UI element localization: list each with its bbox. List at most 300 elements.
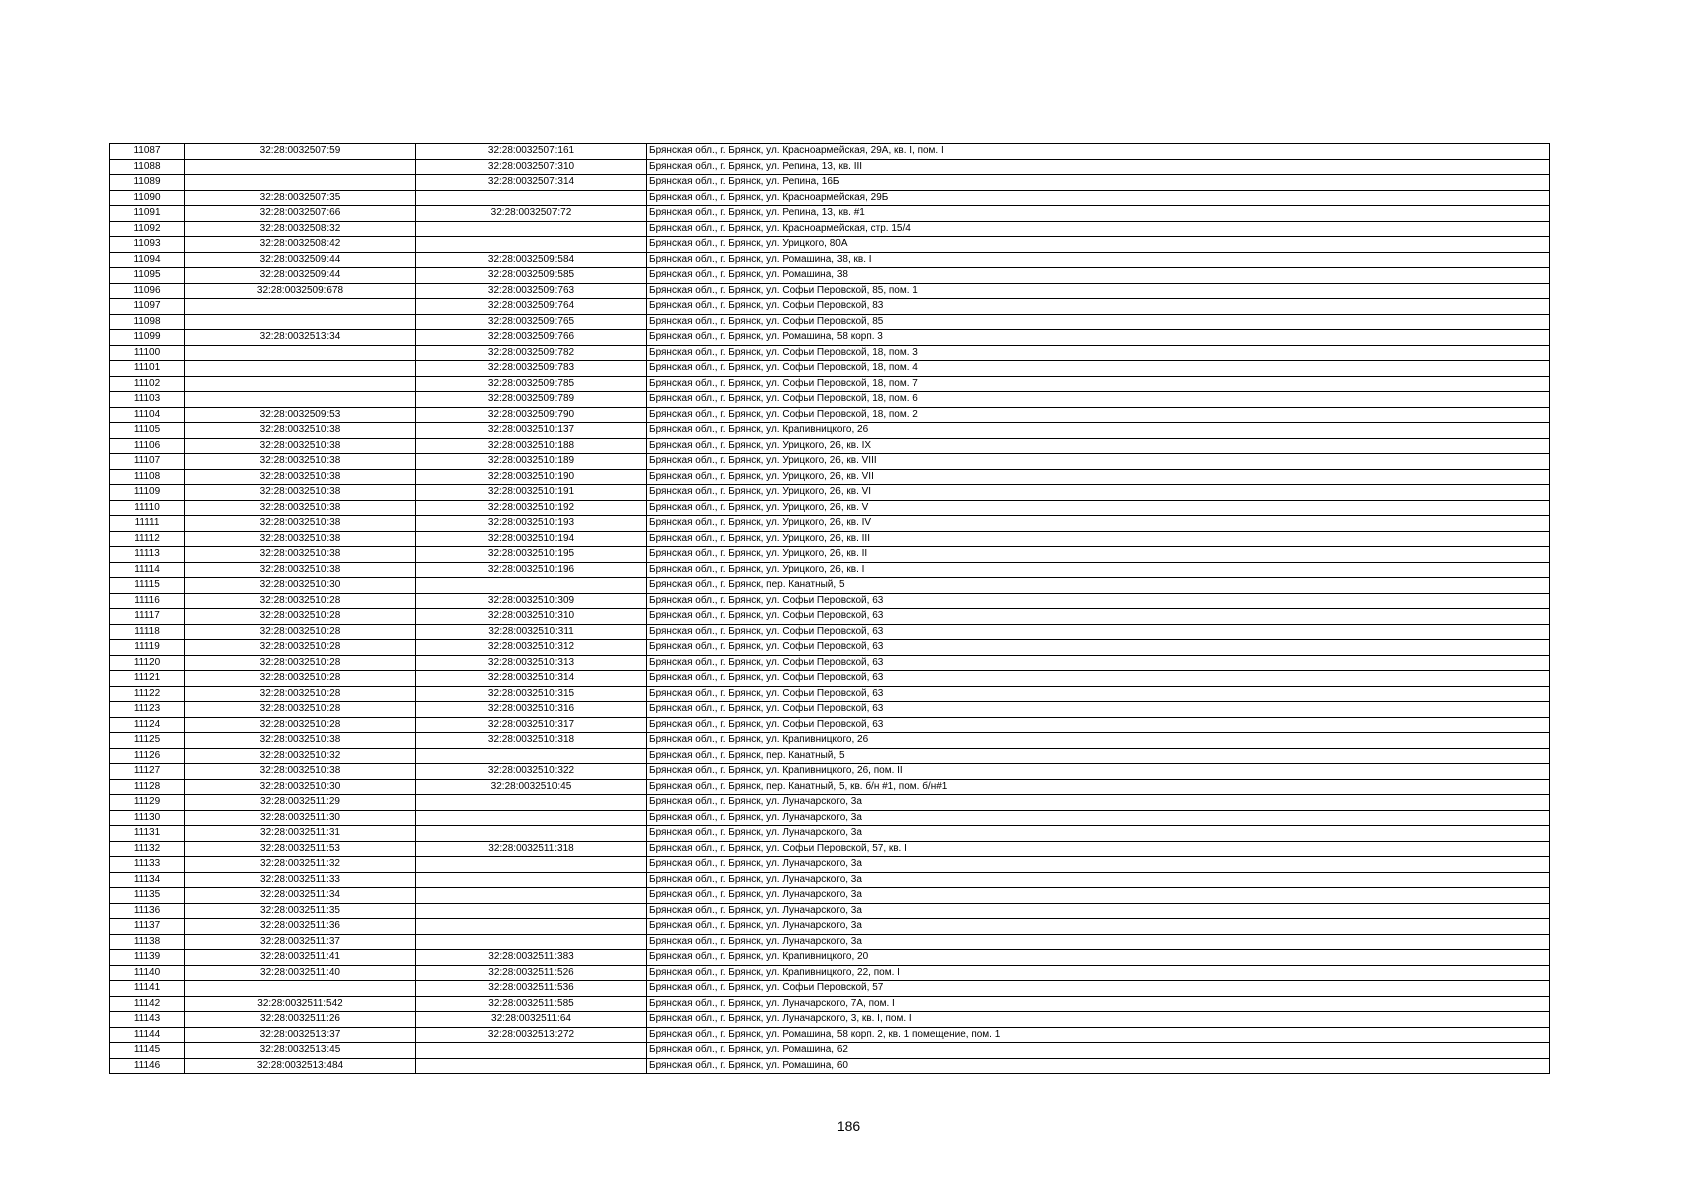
address-cell: Брянская обл., г. Брянск, ул. Софьи Перовской, 83 bbox=[647, 299, 1550, 315]
object-cadastral-number-cell: 32:28:0032509:765 bbox=[416, 314, 647, 330]
land-cadastral-number-cell: 32:28:0032510:38 bbox=[185, 547, 416, 563]
table-row bbox=[110, 252, 1550, 268]
land-cadastral-number-cell: 32:28:0032513:45 bbox=[185, 1043, 416, 1059]
address-cell: Брянская обл., г. Брянск, ул. Софьи Перовской, 18, пом. 6 bbox=[647, 392, 1550, 408]
object-cadastral-number-cell bbox=[416, 221, 647, 237]
address-cell: Брянская обл., г. Брянск, ул. Луначарского, 3а bbox=[647, 826, 1550, 842]
land-cadastral-number-cell: 32:28:0032511:53 bbox=[185, 841, 416, 857]
table-row bbox=[110, 1043, 1550, 1059]
table-row bbox=[110, 609, 1550, 625]
address-cell: Брянская обл., г. Брянск, ул. Ромашина, 62 bbox=[647, 1043, 1550, 1059]
object-cadastral-number-cell bbox=[416, 795, 647, 811]
table-row bbox=[110, 702, 1550, 718]
object-cadastral-number-cell: 32:28:0032510:194 bbox=[416, 531, 647, 547]
row-number-cell: 11120 bbox=[110, 655, 185, 671]
address-cell: Брянская обл., г. Брянск, пер. Канатный, 5 bbox=[647, 578, 1550, 594]
address-cell: Брянская обл., г. Брянск, ул. Софьи Перовской, 63 bbox=[647, 655, 1550, 671]
address-cell: Брянская обл., г. Брянск, ул. Ромашина, 60 bbox=[647, 1058, 1550, 1074]
object-cadastral-number-cell: 32:28:0032511:64 bbox=[416, 1012, 647, 1028]
address-cell: Брянская обл., г. Брянск, ул. Репина, 13, кв. III bbox=[647, 159, 1550, 175]
land-cadastral-number-cell bbox=[185, 345, 416, 361]
land-cadastral-number-cell: 32:28:0032513:37 bbox=[185, 1027, 416, 1043]
table-row bbox=[110, 748, 1550, 764]
object-cadastral-number-cell: 32:28:0032513:272 bbox=[416, 1027, 647, 1043]
table-row bbox=[110, 376, 1550, 392]
table-row bbox=[110, 206, 1550, 222]
row-number-cell: 11142 bbox=[110, 996, 185, 1012]
address-cell: Брянская обл., г. Брянск, ул. Крапивницкого, 20 bbox=[647, 950, 1550, 966]
row-number-cell: 11107 bbox=[110, 454, 185, 470]
row-number-cell: 11135 bbox=[110, 888, 185, 904]
table-row bbox=[110, 779, 1550, 795]
object-cadastral-number-cell: 32:28:0032510:318 bbox=[416, 733, 647, 749]
table-row bbox=[110, 671, 1550, 687]
land-cadastral-number-cell: 32:28:0032509:44 bbox=[185, 268, 416, 284]
land-cadastral-number-cell: 32:28:0032510:28 bbox=[185, 640, 416, 656]
table-row bbox=[110, 500, 1550, 516]
object-cadastral-number-cell: 32:28:0032510:191 bbox=[416, 485, 647, 501]
object-cadastral-number-cell bbox=[416, 857, 647, 873]
table-row bbox=[110, 996, 1550, 1012]
object-cadastral-number-cell: 32:28:0032510:311 bbox=[416, 624, 647, 640]
row-number-cell: 11126 bbox=[110, 748, 185, 764]
row-number-cell: 11127 bbox=[110, 764, 185, 780]
object-cadastral-number-cell: 32:28:0032510:192 bbox=[416, 500, 647, 516]
land-cadastral-number-cell: 32:28:0032507:35 bbox=[185, 190, 416, 206]
address-cell: Брянская обл., г. Брянск, ул. Софьи Перовской, 85, пом. 1 bbox=[647, 283, 1550, 299]
land-cadastral-number-cell: 32:28:0032511:30 bbox=[185, 810, 416, 826]
row-number-cell: 11100 bbox=[110, 345, 185, 361]
table-row bbox=[110, 686, 1550, 702]
land-cadastral-number-cell: 32:28:0032510:28 bbox=[185, 624, 416, 640]
object-cadastral-number-cell bbox=[416, 934, 647, 950]
address-cell: Брянская обл., г. Брянск, ул. Урицкого, 26, кв. IV bbox=[647, 516, 1550, 532]
land-cadastral-number-cell: 32:28:0032511:542 bbox=[185, 996, 416, 1012]
table-row bbox=[110, 655, 1550, 671]
object-cadastral-number-cell: 32:28:0032510:45 bbox=[416, 779, 647, 795]
object-cadastral-number-cell: 32:28:0032510:309 bbox=[416, 593, 647, 609]
row-number-cell: 11092 bbox=[110, 221, 185, 237]
row-number-cell: 11125 bbox=[110, 733, 185, 749]
address-cell: Брянская обл., г. Брянск, ул. Софьи Перовской, 18, пом. 2 bbox=[647, 407, 1550, 423]
row-number-cell: 11112 bbox=[110, 531, 185, 547]
row-number-cell: 11124 bbox=[110, 717, 185, 733]
row-number-cell: 11128 bbox=[110, 779, 185, 795]
object-cadastral-number-cell: 32:28:0032510:190 bbox=[416, 469, 647, 485]
object-cadastral-number-cell: 32:28:0032510:195 bbox=[416, 547, 647, 563]
table-row bbox=[110, 531, 1550, 547]
row-number-cell: 11089 bbox=[110, 175, 185, 191]
row-number-cell: 11094 bbox=[110, 252, 185, 268]
row-number-cell: 11099 bbox=[110, 330, 185, 346]
row-number-cell: 11088 bbox=[110, 159, 185, 175]
address-cell: Брянская обл., г. Брянск, ул. Луначарского, 3а bbox=[647, 888, 1550, 904]
object-cadastral-number-cell: 32:28:0032510:196 bbox=[416, 562, 647, 578]
object-cadastral-number-cell: 32:28:0032509:585 bbox=[416, 268, 647, 284]
registry-table bbox=[109, 143, 1550, 1074]
land-cadastral-number-cell: 32:28:0032510:28 bbox=[185, 702, 416, 718]
land-cadastral-number-cell: 32:28:0032510:28 bbox=[185, 655, 416, 671]
object-cadastral-number-cell bbox=[416, 1043, 647, 1059]
address-cell: Брянская обл., г. Брянск, ул. Луначарского, 3а bbox=[647, 872, 1550, 888]
table-row bbox=[110, 423, 1550, 439]
row-number-cell: 11134 bbox=[110, 872, 185, 888]
land-cadastral-number-cell: 32:28:0032510:28 bbox=[185, 609, 416, 625]
object-cadastral-number-cell bbox=[416, 919, 647, 935]
object-cadastral-number-cell: 32:28:0032510:137 bbox=[416, 423, 647, 439]
address-cell: Брянская обл., г. Брянск, ул. Урицкого, 26, кв. VIII bbox=[647, 454, 1550, 470]
table-row bbox=[110, 314, 1550, 330]
object-cadastral-number-cell: 32:28:0032511:383 bbox=[416, 950, 647, 966]
table-row bbox=[110, 872, 1550, 888]
object-cadastral-number-cell bbox=[416, 872, 647, 888]
land-cadastral-number-cell: 32:28:0032508:32 bbox=[185, 221, 416, 237]
object-cadastral-number-cell: 32:28:0032509:783 bbox=[416, 361, 647, 377]
object-cadastral-number-cell: 32:28:0032509:763 bbox=[416, 283, 647, 299]
table-row bbox=[110, 345, 1550, 361]
object-cadastral-number-cell: 32:28:0032509:584 bbox=[416, 252, 647, 268]
address-cell: Брянская обл., г. Брянск, ул. Крапивницкого, 26 bbox=[647, 733, 1550, 749]
address-cell: Брянская обл., г. Брянск, ул. Луначарского, 3, кв. I, пом. I bbox=[647, 1012, 1550, 1028]
row-number-cell: 11123 bbox=[110, 702, 185, 718]
table-row bbox=[110, 841, 1550, 857]
land-cadastral-number-cell: 32:28:0032511:40 bbox=[185, 965, 416, 981]
row-number-cell: 11141 bbox=[110, 981, 185, 997]
row-number-cell: 11091 bbox=[110, 206, 185, 222]
address-cell: Брянская обл., г. Брянск, ул. Софьи Перовской, 63 bbox=[647, 640, 1550, 656]
object-cadastral-number-cell bbox=[416, 190, 647, 206]
row-number-cell: 11101 bbox=[110, 361, 185, 377]
land-cadastral-number-cell: 32:28:0032510:32 bbox=[185, 748, 416, 764]
row-number-cell: 11106 bbox=[110, 438, 185, 454]
table-row bbox=[110, 1058, 1550, 1074]
land-cadastral-number-cell bbox=[185, 175, 416, 191]
land-cadastral-number-cell: 32:28:0032510:38 bbox=[185, 500, 416, 516]
address-cell: Брянская обл., г. Брянск, ул. Урицкого, 26, кв. V bbox=[647, 500, 1550, 516]
table-row bbox=[110, 547, 1550, 563]
land-cadastral-number-cell: 32:28:0032510:38 bbox=[185, 562, 416, 578]
row-number-cell: 11114 bbox=[110, 562, 185, 578]
address-cell: Брянская обл., г. Брянск, ул. Ромашина, 58 корп. 2, кв. 1 помещение, пом. 1 bbox=[647, 1027, 1550, 1043]
object-cadastral-number-cell: 32:28:0032510:314 bbox=[416, 671, 647, 687]
land-cadastral-number-cell: 32:28:0032511:32 bbox=[185, 857, 416, 873]
row-number-cell: 11093 bbox=[110, 237, 185, 253]
address-cell: Брянская обл., г. Брянск, ул. Репина, 16Б bbox=[647, 175, 1550, 191]
table-row bbox=[110, 562, 1550, 578]
row-number-cell: 11144 bbox=[110, 1027, 185, 1043]
row-number-cell: 11095 bbox=[110, 268, 185, 284]
object-cadastral-number-cell: 32:28:0032509:785 bbox=[416, 376, 647, 392]
row-number-cell: 11105 bbox=[110, 423, 185, 439]
land-cadastral-number-cell: 32:28:0032510:30 bbox=[185, 578, 416, 594]
table-row bbox=[110, 392, 1550, 408]
object-cadastral-number-cell: 32:28:0032510:188 bbox=[416, 438, 647, 454]
address-cell: Брянская обл., г. Брянск, ул. Софьи Перовской, 63 bbox=[647, 609, 1550, 625]
object-cadastral-number-cell: 32:28:0032511:536 bbox=[416, 981, 647, 997]
table-row bbox=[110, 578, 1550, 594]
object-cadastral-number-cell: 32:28:0032510:189 bbox=[416, 454, 647, 470]
object-cadastral-number-cell bbox=[416, 826, 647, 842]
address-cell: Брянская обл., г. Брянск, ул. Крапивницкого, 26 bbox=[647, 423, 1550, 439]
land-cadastral-number-cell: 32:28:0032510:28 bbox=[185, 686, 416, 702]
object-cadastral-number-cell: 32:28:0032510:322 bbox=[416, 764, 647, 780]
row-number-cell: 11122 bbox=[110, 686, 185, 702]
land-cadastral-number-cell: 32:28:0032513:484 bbox=[185, 1058, 416, 1074]
object-cadastral-number-cell: 32:28:0032511:318 bbox=[416, 841, 647, 857]
row-number-cell: 11119 bbox=[110, 640, 185, 656]
row-number-cell: 11133 bbox=[110, 857, 185, 873]
table-row bbox=[110, 454, 1550, 470]
row-number-cell: 11102 bbox=[110, 376, 185, 392]
address-cell: Брянская обл., г. Брянск, ул. Софьи Перовской, 18, пом. 4 bbox=[647, 361, 1550, 377]
table-row bbox=[110, 516, 1550, 532]
table-row bbox=[110, 144, 1550, 160]
row-number-cell: 11090 bbox=[110, 190, 185, 206]
land-cadastral-number-cell: 32:28:0032511:31 bbox=[185, 826, 416, 842]
address-cell: Брянская обл., г. Брянск, ул. Урицкого, 26, кв. III bbox=[647, 531, 1550, 547]
address-cell: Брянская обл., г. Брянск, ул. Ромашина, 38, кв. I bbox=[647, 252, 1550, 268]
table-row bbox=[110, 593, 1550, 609]
row-number-cell: 11103 bbox=[110, 392, 185, 408]
registry-table-body bbox=[110, 144, 1550, 1074]
object-cadastral-number-cell: 32:28:0032511:526 bbox=[416, 965, 647, 981]
table-row bbox=[110, 361, 1550, 377]
row-number-cell: 11098 bbox=[110, 314, 185, 330]
object-cadastral-number-cell: 32:28:0032510:316 bbox=[416, 702, 647, 718]
table-row bbox=[110, 919, 1550, 935]
table-row bbox=[110, 221, 1550, 237]
land-cadastral-number-cell bbox=[185, 392, 416, 408]
row-number-cell: 11139 bbox=[110, 950, 185, 966]
address-cell: Брянская обл., г. Брянск, ул. Луначарского, 3а bbox=[647, 810, 1550, 826]
row-number-cell: 11115 bbox=[110, 578, 185, 594]
address-cell: Брянская обл., г. Брянск, ул. Ромашина, 38 bbox=[647, 268, 1550, 284]
table-row bbox=[110, 237, 1550, 253]
table-row bbox=[110, 717, 1550, 733]
land-cadastral-number-cell bbox=[185, 376, 416, 392]
land-cadastral-number-cell: 32:28:0032510:38 bbox=[185, 454, 416, 470]
address-cell: Брянская обл., г. Брянск, ул. Урицкого, 26, кв. VI bbox=[647, 485, 1550, 501]
address-cell: Брянская обл., г. Брянск, пер. Канатный, 5, кв. б/н #1, пом. б/н#1 bbox=[647, 779, 1550, 795]
address-cell: Брянская обл., г. Брянск, ул. Луначарского, 3а bbox=[647, 903, 1550, 919]
land-cadastral-number-cell bbox=[185, 159, 416, 175]
row-number-cell: 11137 bbox=[110, 919, 185, 935]
land-cadastral-number-cell: 32:28:0032510:30 bbox=[185, 779, 416, 795]
land-cadastral-number-cell: 32:28:0032509:53 bbox=[185, 407, 416, 423]
object-cadastral-number-cell: 32:28:0032511:585 bbox=[416, 996, 647, 1012]
land-cadastral-number-cell: 32:28:0032510:28 bbox=[185, 671, 416, 687]
row-number-cell: 11113 bbox=[110, 547, 185, 563]
address-cell: Брянская обл., г. Брянск, ул. Луначарского, 3а bbox=[647, 919, 1550, 935]
row-number-cell: 11104 bbox=[110, 407, 185, 423]
object-cadastral-number-cell: 32:28:0032509:766 bbox=[416, 330, 647, 346]
land-cadastral-number-cell: 32:28:0032511:34 bbox=[185, 888, 416, 904]
table-row bbox=[110, 640, 1550, 656]
registry-sheet bbox=[109, 143, 1549, 1074]
address-cell: Брянская обл., г. Брянск, ул. Крапивницкого, 22, пом. I bbox=[647, 965, 1550, 981]
object-cadastral-number-cell: 32:28:0032510:310 bbox=[416, 609, 647, 625]
address-cell: Брянская обл., г. Брянск, ул. Софьи Перовской, 63 bbox=[647, 624, 1550, 640]
land-cadastral-number-cell: 32:28:0032510:38 bbox=[185, 531, 416, 547]
land-cadastral-number-cell: 32:28:0032510:38 bbox=[185, 438, 416, 454]
land-cadastral-number-cell: 32:28:0032510:38 bbox=[185, 469, 416, 485]
row-number-cell: 11136 bbox=[110, 903, 185, 919]
object-cadastral-number-cell: 32:28:0032509:782 bbox=[416, 345, 647, 361]
table-row bbox=[110, 733, 1550, 749]
address-cell: Брянская обл., г. Брянск, ул. Софьи Перовской, 63 bbox=[647, 717, 1550, 733]
land-cadastral-number-cell: 32:28:0032507:59 bbox=[185, 144, 416, 160]
table-row bbox=[110, 764, 1550, 780]
object-cadastral-number-cell: 32:28:0032507:310 bbox=[416, 159, 647, 175]
object-cadastral-number-cell: 32:28:0032509:764 bbox=[416, 299, 647, 315]
address-cell: Брянская обл., г. Брянск, пер. Канатный, 5 bbox=[647, 748, 1550, 764]
address-cell: Брянская обл., г. Брянск, ул. Репина, 13, кв. #1 bbox=[647, 206, 1550, 222]
land-cadastral-number-cell: 32:28:0032510:38 bbox=[185, 423, 416, 439]
table-row bbox=[110, 438, 1550, 454]
object-cadastral-number-cell: 32:28:0032507:161 bbox=[416, 144, 647, 160]
object-cadastral-number-cell bbox=[416, 1058, 647, 1074]
land-cadastral-number-cell: 32:28:0032513:34 bbox=[185, 330, 416, 346]
table-row bbox=[110, 624, 1550, 640]
table-row bbox=[110, 330, 1550, 346]
table-row bbox=[110, 1012, 1550, 1028]
address-cell: Брянская обл., г. Брянск, ул. Ромашина, 58 корп. 3 bbox=[647, 330, 1550, 346]
object-cadastral-number-cell: 32:28:0032510:312 bbox=[416, 640, 647, 656]
address-cell: Брянская обл., г. Брянск, ул. Луначарского, 3а bbox=[647, 934, 1550, 950]
object-cadastral-number-cell: 32:28:0032509:789 bbox=[416, 392, 647, 408]
land-cadastral-number-cell: 32:28:0032511:41 bbox=[185, 950, 416, 966]
address-cell: Брянская обл., г. Брянск, ул. Крапивницкого, 26, пом. II bbox=[647, 764, 1550, 780]
table-row bbox=[110, 981, 1550, 997]
land-cadastral-number-cell: 32:28:0032511:36 bbox=[185, 919, 416, 935]
row-number-cell: 11138 bbox=[110, 934, 185, 950]
row-number-cell: 11110 bbox=[110, 500, 185, 516]
land-cadastral-number-cell: 32:28:0032510:38 bbox=[185, 764, 416, 780]
object-cadastral-number-cell: 32:28:0032510:313 bbox=[416, 655, 647, 671]
land-cadastral-number-cell: 32:28:0032511:33 bbox=[185, 872, 416, 888]
table-row bbox=[110, 810, 1550, 826]
row-number-cell: 11145 bbox=[110, 1043, 185, 1059]
row-number-cell: 11131 bbox=[110, 826, 185, 842]
table-row bbox=[110, 485, 1550, 501]
address-cell: Брянская обл., г. Брянск, ул. Урицкого, 80А bbox=[647, 237, 1550, 253]
row-number-cell: 11118 bbox=[110, 624, 185, 640]
object-cadastral-number-cell: 32:28:0032509:790 bbox=[416, 407, 647, 423]
address-cell: Брянская обл., г. Брянск, ул. Красноармейская, 29Б bbox=[647, 190, 1550, 206]
land-cadastral-number-cell: 32:28:0032510:28 bbox=[185, 717, 416, 733]
address-cell: Брянская обл., г. Брянск, ул. Софьи Перовской, 63 bbox=[647, 702, 1550, 718]
object-cadastral-number-cell: 32:28:0032510:317 bbox=[416, 717, 647, 733]
address-cell: Брянская обл., г. Брянск, ул. Софьи Перовской, 18, пом. 3 bbox=[647, 345, 1550, 361]
table-row bbox=[110, 299, 1550, 315]
land-cadastral-number-cell bbox=[185, 981, 416, 997]
row-number-cell: 11130 bbox=[110, 810, 185, 826]
land-cadastral-number-cell bbox=[185, 361, 416, 377]
address-cell: Брянская обл., г. Брянск, ул. Урицкого, 26, кв. VII bbox=[647, 469, 1550, 485]
page-number: 186 bbox=[836, 1118, 861, 1134]
table-row bbox=[110, 469, 1550, 485]
land-cadastral-number-cell: 32:28:0032510:38 bbox=[185, 485, 416, 501]
address-cell: Брянская обл., г. Брянск, ул. Софьи Перовской, 63 bbox=[647, 686, 1550, 702]
address-cell: Брянская обл., г. Брянск, ул. Красноармейская, 29А, кв. I, пом. I bbox=[647, 144, 1550, 160]
table-row bbox=[110, 159, 1550, 175]
land-cadastral-number-cell: 32:28:0032509:678 bbox=[185, 283, 416, 299]
land-cadastral-number-cell bbox=[185, 314, 416, 330]
row-number-cell: 11087 bbox=[110, 144, 185, 160]
table-row bbox=[110, 903, 1550, 919]
table-row bbox=[110, 407, 1550, 423]
address-cell: Брянская обл., г. Брянск, ул. Урицкого, 26, кв. II bbox=[647, 547, 1550, 563]
land-cadastral-number-cell: 32:28:0032511:37 bbox=[185, 934, 416, 950]
land-cadastral-number-cell: 32:28:0032510:38 bbox=[185, 733, 416, 749]
land-cadastral-number-cell: 32:28:0032510:38 bbox=[185, 516, 416, 532]
address-cell: Брянская обл., г. Брянск, ул. Урицкого, 26, кв. I bbox=[647, 562, 1550, 578]
table-row bbox=[110, 795, 1550, 811]
row-number-cell: 11109 bbox=[110, 485, 185, 501]
address-cell: Брянская обл., г. Брянск, ул. Красноармейская, стр. 15/4 bbox=[647, 221, 1550, 237]
object-cadastral-number-cell bbox=[416, 810, 647, 826]
land-cadastral-number-cell: 32:28:0032511:35 bbox=[185, 903, 416, 919]
land-cadastral-number-cell: 32:28:0032510:28 bbox=[185, 593, 416, 609]
object-cadastral-number-cell bbox=[416, 903, 647, 919]
row-number-cell: 11097 bbox=[110, 299, 185, 315]
address-cell: Брянская обл., г. Брянск, ул. Луначарского, 3а bbox=[647, 857, 1550, 873]
row-number-cell: 11108 bbox=[110, 469, 185, 485]
land-cadastral-number-cell: 32:28:0032507:66 bbox=[185, 206, 416, 222]
row-number-cell: 11129 bbox=[110, 795, 185, 811]
row-number-cell: 11111 bbox=[110, 516, 185, 532]
table-row bbox=[110, 826, 1550, 842]
land-cadastral-number-cell: 32:28:0032511:26 bbox=[185, 1012, 416, 1028]
row-number-cell: 11132 bbox=[110, 841, 185, 857]
land-cadastral-number-cell: 32:28:0032511:29 bbox=[185, 795, 416, 811]
object-cadastral-number-cell: 32:28:0032507:72 bbox=[416, 206, 647, 222]
table-row bbox=[110, 888, 1550, 904]
object-cadastral-number-cell bbox=[416, 237, 647, 253]
row-number-cell: 11117 bbox=[110, 609, 185, 625]
row-number-cell: 11140 bbox=[110, 965, 185, 981]
land-cadastral-number-cell: 32:28:0032508:42 bbox=[185, 237, 416, 253]
table-row bbox=[110, 1027, 1550, 1043]
table-row bbox=[110, 965, 1550, 981]
table-row bbox=[110, 190, 1550, 206]
object-cadastral-number-cell bbox=[416, 578, 647, 594]
row-number-cell: 11096 bbox=[110, 283, 185, 299]
address-cell: Брянская обл., г. Брянск, ул. Софьи Перовской, 63 bbox=[647, 593, 1550, 609]
object-cadastral-number-cell bbox=[416, 888, 647, 904]
land-cadastral-number-cell: 32:28:0032509:44 bbox=[185, 252, 416, 268]
address-cell: Брянская обл., г. Брянск, ул. Урицкого, 26, кв. IX bbox=[647, 438, 1550, 454]
table-row bbox=[110, 268, 1550, 284]
address-cell: Брянская обл., г. Брянск, ул. Луначарского, 7А, пом. I bbox=[647, 996, 1550, 1012]
address-cell: Брянская обл., г. Брянск, ул. Софьи Перовской, 85 bbox=[647, 314, 1550, 330]
object-cadastral-number-cell bbox=[416, 748, 647, 764]
row-number-cell: 11146 bbox=[110, 1058, 185, 1074]
row-number-cell: 11143 bbox=[110, 1012, 185, 1028]
table-row bbox=[110, 283, 1550, 299]
table-row bbox=[110, 175, 1550, 191]
object-cadastral-number-cell: 32:28:0032507:314 bbox=[416, 175, 647, 191]
table-row bbox=[110, 934, 1550, 950]
address-cell: Брянская обл., г. Брянск, ул. Софьи Перовской, 57 bbox=[647, 981, 1550, 997]
table-row bbox=[110, 857, 1550, 873]
address-cell: Брянская обл., г. Брянск, ул. Луначарского, 3а bbox=[647, 795, 1550, 811]
object-cadastral-number-cell: 32:28:0032510:193 bbox=[416, 516, 647, 532]
row-number-cell: 11116 bbox=[110, 593, 185, 609]
address-cell: Брянская обл., г. Брянск, ул. Софьи Перовской, 18, пом. 7 bbox=[647, 376, 1550, 392]
address-cell: Брянская обл., г. Брянск, ул. Софьи Перовской, 57, кв. I bbox=[647, 841, 1550, 857]
object-cadastral-number-cell: 32:28:0032510:315 bbox=[416, 686, 647, 702]
